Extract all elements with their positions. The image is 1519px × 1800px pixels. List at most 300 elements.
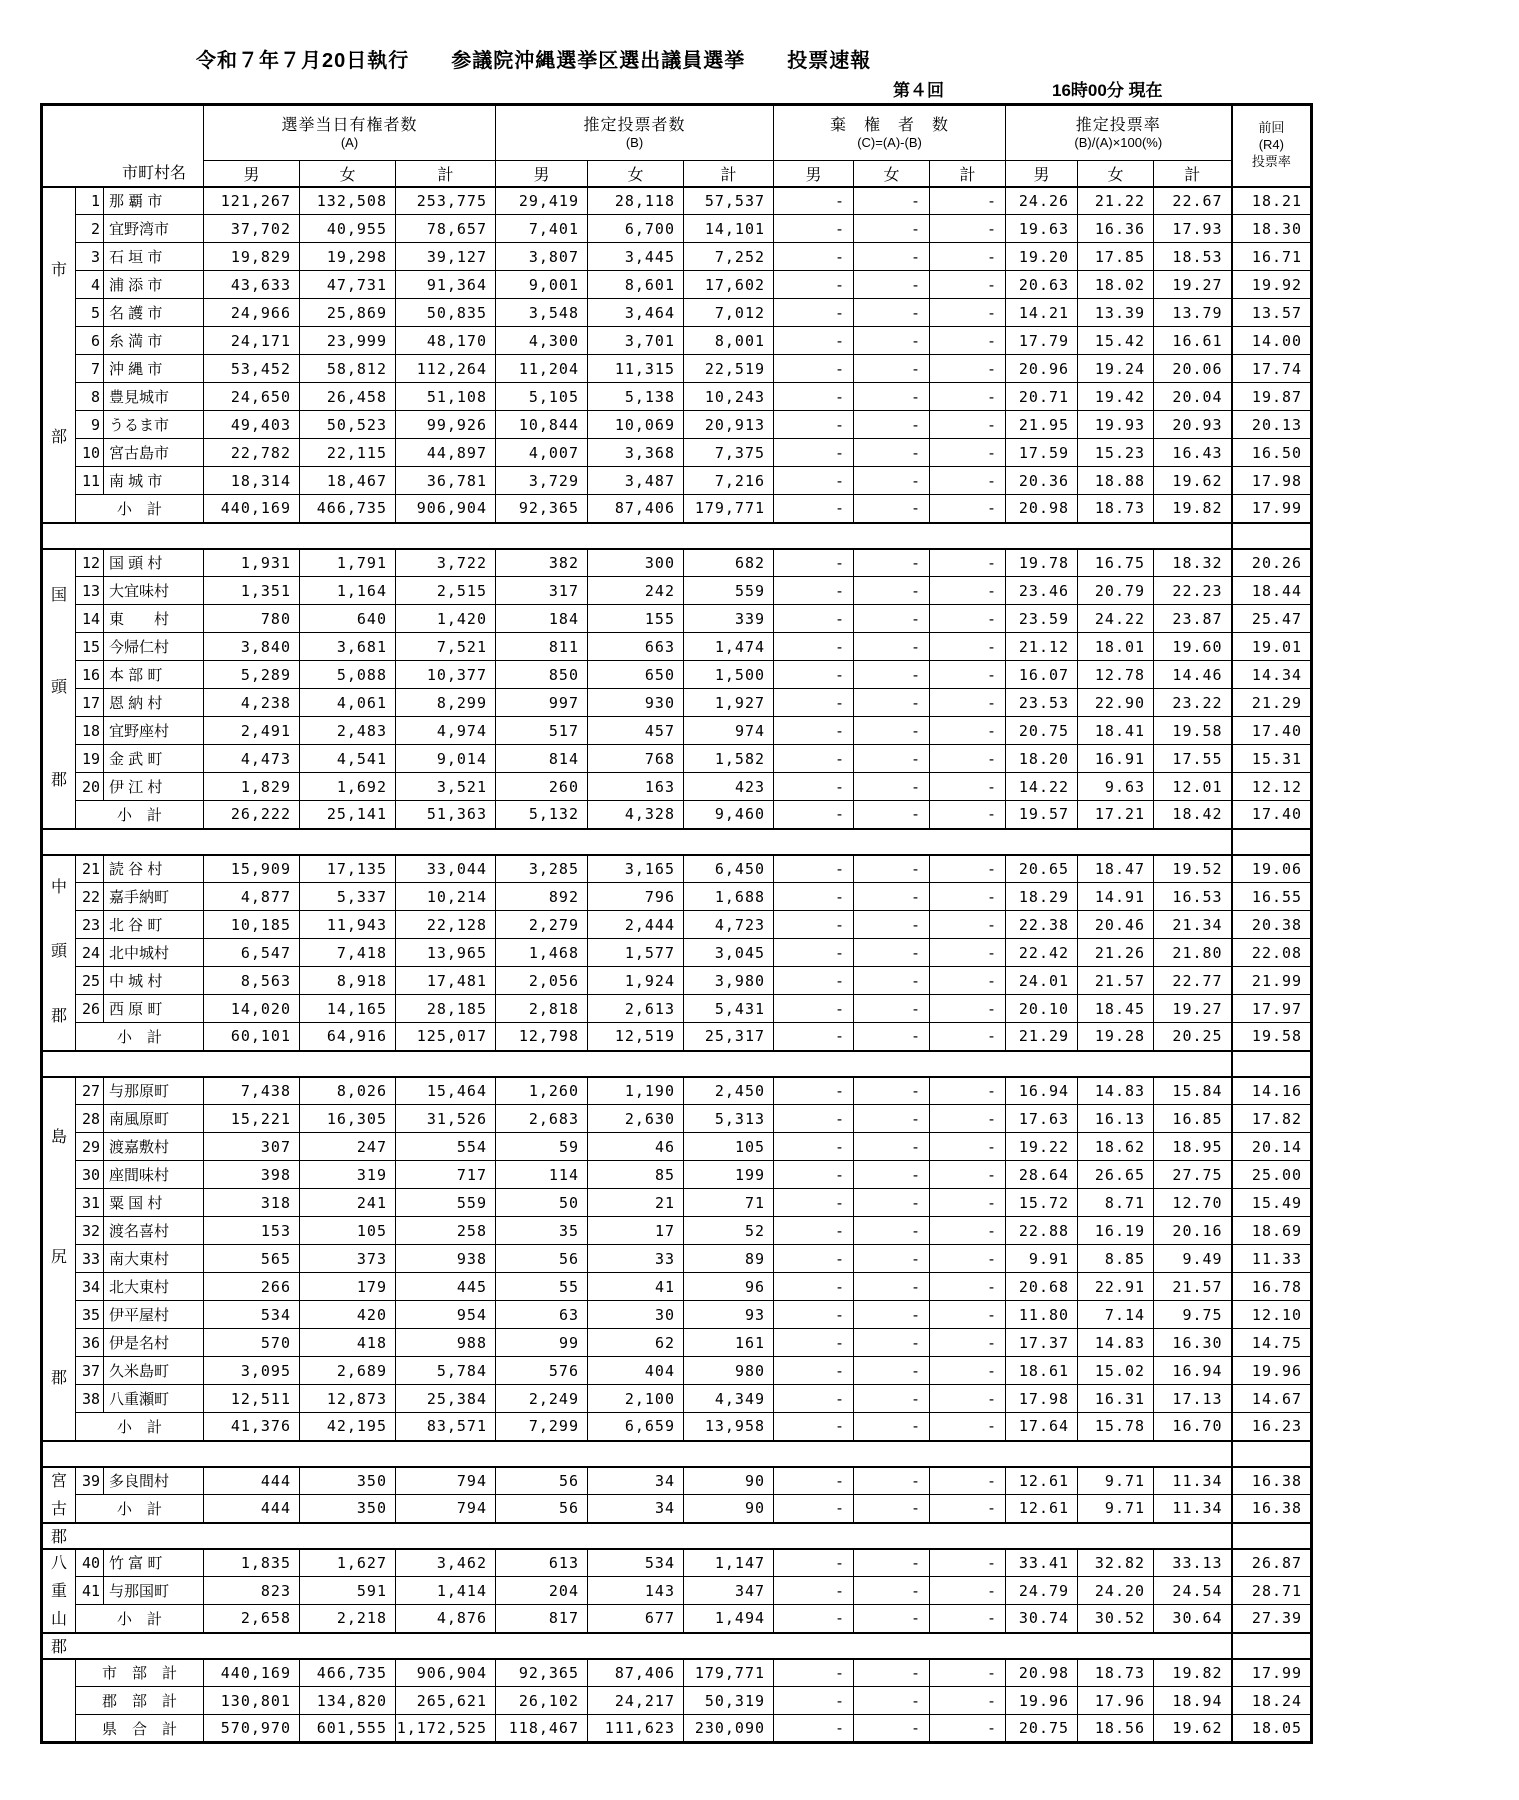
turnout-female-cell: 15.42 (1078, 327, 1154, 355)
row-number-cell: 16 (76, 661, 104, 689)
table-row (42, 1357, 1312, 1385)
electors-female-cell: 601,555 (300, 1715, 396, 1743)
voters-total-cell: 161 (684, 1329, 774, 1357)
turnout-male-cell: 20.63 (1006, 271, 1078, 299)
electors-female-cell: 26,458 (300, 383, 396, 411)
voters-total-cell: 1,688 (684, 883, 774, 911)
electors-male-cell: 14,020 (204, 995, 300, 1023)
electors-header (204, 105, 496, 161)
electors-total-cell: 39,127 (396, 243, 496, 271)
abstainers-total-header: 計 (930, 161, 1006, 187)
electors-female-cell: 2,218 (300, 1605, 396, 1633)
voters-total-cell: 1,927 (684, 689, 774, 717)
previous-turnout-cell: 16.38 (1232, 1467, 1312, 1495)
municipality-name-cell: 読 谷 村 (104, 855, 204, 883)
voters-male-cell: 9,001 (496, 271, 588, 299)
municipality-name-cell: 国 頭 村 (104, 549, 204, 577)
electors-total-cell: 1,420 (396, 605, 496, 633)
table-row (42, 1467, 1312, 1495)
voters-female-cell: 34 (588, 1495, 684, 1523)
electors-female-cell: 22,115 (300, 439, 396, 467)
table-row (42, 1133, 1312, 1161)
spacer-prev-cell (1232, 1523, 1312, 1549)
previous-turnout-cell: 17.74 (1232, 355, 1312, 383)
voters-female-cell: 3,487 (588, 467, 684, 495)
turnout-total-cell: 18.32 (1154, 549, 1232, 577)
municipality-name-cell: 多良間村 (104, 1467, 204, 1495)
electors-total-cell: 3,521 (396, 773, 496, 801)
electors-female-cell: 105 (300, 1217, 396, 1245)
abstainers-male-cell: - (774, 1413, 854, 1441)
turnout-male-cell: 14.21 (1006, 299, 1078, 327)
abstainers-female-cell: - (854, 1217, 930, 1245)
header-sex-row (42, 161, 1312, 187)
abstainers-total-cell: - (930, 1495, 1006, 1523)
voters-total-cell: 1,147 (684, 1549, 774, 1577)
row-number-cell: 17 (76, 689, 104, 717)
electors-male-cell: 8,563 (204, 967, 300, 995)
abstainers-total-cell: - (930, 215, 1006, 243)
electors-header-sub: (A) (340, 134, 359, 150)
municipality-name-cell: 浦 添 市 (104, 271, 204, 299)
turnout-total-header: 計 (1154, 161, 1232, 187)
abstainers-total-cell: - (930, 1467, 1006, 1495)
abstainers-total-cell: - (930, 745, 1006, 773)
voters-male-cell: 99 (496, 1329, 588, 1357)
previous-turnout-cell: 17.40 (1232, 717, 1312, 745)
turnout-female-cell: 16.31 (1078, 1385, 1154, 1413)
voters-male-cell: 204 (496, 1577, 588, 1605)
municipality-name-cell: 大宜味村 (104, 577, 204, 605)
group-label-vertical: 国 頭 郡 (50, 586, 67, 790)
turnout-male-cell: 20.98 (1006, 495, 1078, 523)
municipality-name-cell: 糸 満 市 (104, 327, 204, 355)
voters-male-cell: 5,105 (496, 383, 588, 411)
electors-total-cell: 265,621 (396, 1687, 496, 1715)
previous-turnout-cell: 15.31 (1232, 745, 1312, 773)
turnout-female-cell: 18.45 (1078, 995, 1154, 1023)
abstainers-male-header: 男 (774, 161, 854, 187)
electors-female-cell: 12,873 (300, 1385, 396, 1413)
turnout-header (1006, 105, 1232, 161)
electors-total-cell: 253,775 (396, 187, 496, 215)
voters-total-cell: 71 (684, 1189, 774, 1217)
table-row (42, 383, 1312, 411)
municipality-name-cell: 与那原町 (104, 1077, 204, 1105)
turnout-total-cell: 21.80 (1154, 939, 1232, 967)
voters-total-cell: 559 (684, 577, 774, 605)
municipality-name-cell: 東 村 (104, 605, 204, 633)
turnout-total-cell: 19.58 (1154, 717, 1232, 745)
row-number-cell: 38 (76, 1385, 104, 1413)
abstainers-female-cell: - (854, 605, 930, 633)
turnout-female-cell: 18.73 (1078, 1659, 1154, 1687)
voters-female-cell: 2,100 (588, 1385, 684, 1413)
abstainers-male-cell: - (774, 383, 854, 411)
electors-female-cell: 350 (300, 1467, 396, 1495)
electors-total-cell: 15,464 (396, 1077, 496, 1105)
turnout-total-cell: 30.64 (1154, 1605, 1232, 1633)
table-row (42, 299, 1312, 327)
electors-female-cell: 319 (300, 1161, 396, 1189)
turnout-female-cell: 19.28 (1078, 1023, 1154, 1051)
abstainers-total-cell: - (930, 661, 1006, 689)
voters-total-cell: 7,375 (684, 439, 774, 467)
electors-total-cell: 17,481 (396, 967, 496, 995)
abstainers-female-cell: - (854, 745, 930, 773)
voters-male-cell: 613 (496, 1549, 588, 1577)
abstainers-total-cell: - (930, 911, 1006, 939)
abstainers-total-cell: - (930, 717, 1006, 745)
electors-female-cell: 42,195 (300, 1413, 396, 1441)
previous-header-line3: 投票率 (1251, 154, 1291, 170)
electors-male-cell: 398 (204, 1161, 300, 1189)
voters-total-cell: 6,450 (684, 855, 774, 883)
turnout-total-cell: 20.16 (1154, 1217, 1232, 1245)
voters-male-cell: 59 (496, 1133, 588, 1161)
voters-female-cell: 163 (588, 773, 684, 801)
turnout-total-cell: 22.67 (1154, 187, 1232, 215)
abstainers-male-cell: - (774, 967, 854, 995)
electors-female-cell: 5,337 (300, 883, 396, 911)
group-label-cell (42, 1467, 76, 1546)
turnout-male-cell: 18.61 (1006, 1357, 1078, 1385)
turnout-total-cell: 12.01 (1154, 773, 1232, 801)
previous-turnout-cell: 21.99 (1232, 967, 1312, 995)
turnout-total-cell: 16.43 (1154, 439, 1232, 467)
voters-female-cell: 21 (588, 1189, 684, 1217)
electors-total-cell: 4,974 (396, 717, 496, 745)
electors-male-cell: 15,221 (204, 1105, 300, 1133)
turnout-male-cell: 17.63 (1006, 1105, 1078, 1133)
previous-turnout-cell: 16.55 (1232, 883, 1312, 911)
turnout-male-cell: 16.94 (1006, 1077, 1078, 1105)
electors-male-cell: 53,452 (204, 355, 300, 383)
voters-female-cell: 650 (588, 661, 684, 689)
turnout-female-cell: 22.90 (1078, 689, 1154, 717)
table-row (42, 1301, 1312, 1329)
turnout-total-cell: 19.62 (1154, 467, 1232, 495)
municipality-name-cell: 小 計 (76, 495, 204, 523)
abstainers-total-cell: - (930, 243, 1006, 271)
abstainers-female-cell: - (854, 1273, 930, 1301)
voters-male-cell: 35 (496, 1217, 588, 1245)
table-row (42, 773, 1312, 801)
abstainers-male-cell: - (774, 1245, 854, 1273)
previous-turnout-cell: 18.30 (1232, 215, 1312, 243)
electors-female-cell: 8,918 (300, 967, 396, 995)
turnout-female-cell: 14.83 (1078, 1077, 1154, 1105)
abstainers-female-cell: - (854, 995, 930, 1023)
voters-total-cell: 7,216 (684, 467, 774, 495)
row-number-cell: 3 (76, 243, 104, 271)
voters-female-cell: 1,577 (588, 939, 684, 967)
abstainers-female-cell: - (854, 855, 930, 883)
voters-male-cell: 10,844 (496, 411, 588, 439)
turnout-male-cell: 22.38 (1006, 911, 1078, 939)
turnout-total-cell: 17.93 (1154, 215, 1232, 243)
abstainers-female-cell: - (854, 689, 930, 717)
abstainers-male-cell: - (774, 1385, 854, 1413)
turnout-total-cell: 15.84 (1154, 1077, 1232, 1105)
electors-male-cell: 49,403 (204, 411, 300, 439)
table-row (42, 605, 1312, 633)
turnout-female-cell: 18.47 (1078, 855, 1154, 883)
electors-male-cell: 121,267 (204, 187, 300, 215)
previous-turnout-cell: 17.99 (1232, 495, 1312, 523)
voters-female-cell: 930 (588, 689, 684, 717)
table-row (42, 577, 1312, 605)
electors-male-cell: 10,185 (204, 911, 300, 939)
voters-female-cell: 46 (588, 1133, 684, 1161)
electors-male-cell: 780 (204, 605, 300, 633)
turnout-male-cell: 20.36 (1006, 467, 1078, 495)
turnout-female-cell: 24.20 (1078, 1577, 1154, 1605)
abstainers-male-cell: - (774, 1077, 854, 1105)
voters-female-cell: 3,445 (588, 243, 684, 271)
row-number-cell: 37 (76, 1357, 104, 1385)
voters-male-cell: 92,365 (496, 1659, 588, 1687)
voters-female-cell: 10,069 (588, 411, 684, 439)
voters-female-cell: 30 (588, 1301, 684, 1329)
municipality-name-cell: 久米島町 (104, 1357, 204, 1385)
turnout-male-cell: 15.72 (1006, 1189, 1078, 1217)
voters-male-cell: 3,548 (496, 299, 588, 327)
voters-female-cell: 663 (588, 633, 684, 661)
municipality-header: 市町村名 (42, 105, 204, 187)
group-label-vertical: 島 尻 郡 (50, 1128, 67, 1388)
turnout-total-cell: 16.53 (1154, 883, 1232, 911)
voters-male-cell: 260 (496, 773, 588, 801)
municipality-name-cell: 渡名喜村 (104, 1217, 204, 1245)
row-number-cell: 35 (76, 1301, 104, 1329)
subtotal-row (42, 1023, 1312, 1051)
voters-female-cell: 457 (588, 717, 684, 745)
electors-male-cell: 15,909 (204, 855, 300, 883)
turnout-male-cell: 19.22 (1006, 1133, 1078, 1161)
abstainers-total-cell: - (930, 1577, 1006, 1605)
electors-total-cell: 988 (396, 1329, 496, 1357)
row-number-cell: 15 (76, 633, 104, 661)
turnout-male-cell: 18.20 (1006, 745, 1078, 773)
turnout-male-cell: 30.74 (1006, 1605, 1078, 1633)
table-row (42, 243, 1312, 271)
abstainers-total-cell: - (930, 1245, 1006, 1273)
group-label-vertical: 市 部 (50, 262, 67, 446)
voters-total-cell: 7,012 (684, 299, 774, 327)
turnout-male-cell: 19.63 (1006, 215, 1078, 243)
previous-turnout-cell: 18.21 (1232, 187, 1312, 215)
voters-female-cell: 87,406 (588, 495, 684, 523)
turnout-female-cell: 20.79 (1078, 577, 1154, 605)
row-number-cell: 27 (76, 1077, 104, 1105)
turnout-total-cell: 24.54 (1154, 1577, 1232, 1605)
abstainers-male-cell: - (774, 773, 854, 801)
voters-male-cell: 11,204 (496, 355, 588, 383)
electors-male-cell: 444 (204, 1467, 300, 1495)
turnout-total-cell: 14.46 (1154, 661, 1232, 689)
electors-male-cell: 18,314 (204, 467, 300, 495)
electors-male-cell: 3,840 (204, 633, 300, 661)
turnout-male-cell: 12.61 (1006, 1495, 1078, 1523)
turnout-total-cell: 16.70 (1154, 1413, 1232, 1441)
table-row (42, 355, 1312, 383)
electors-female-cell: 134,820 (300, 1687, 396, 1715)
electors-male-cell: 7,438 (204, 1077, 300, 1105)
table-row (42, 1329, 1312, 1357)
voters-male-cell: 2,249 (496, 1385, 588, 1413)
turnout-total-cell: 16.94 (1154, 1357, 1232, 1385)
electors-male-cell: 565 (204, 1245, 300, 1273)
voters-total-cell: 93 (684, 1301, 774, 1329)
previous-turnout-cell: 22.08 (1232, 939, 1312, 967)
voters-female-cell: 11,315 (588, 355, 684, 383)
turnout-total-cell: 12.70 (1154, 1189, 1232, 1217)
electors-male-cell: 26,222 (204, 801, 300, 829)
table-row (42, 633, 1312, 661)
row-number-cell: 41 (76, 1577, 104, 1605)
turnout-male-cell: 20.75 (1006, 717, 1078, 745)
voters-female-cell: 87,406 (588, 1659, 684, 1687)
turnout-total-cell: 18.95 (1154, 1133, 1232, 1161)
turnout-total-cell: 18.94 (1154, 1687, 1232, 1715)
municipality-name-cell: 伊平屋村 (104, 1301, 204, 1329)
voters-male-cell: 4,007 (496, 439, 588, 467)
electors-total-cell: 33,044 (396, 855, 496, 883)
electors-female-cell: 179 (300, 1273, 396, 1301)
electors-female-cell: 466,735 (300, 495, 396, 523)
turnout-total-cell: 20.04 (1154, 383, 1232, 411)
municipality-name-cell: 今帰仁村 (104, 633, 204, 661)
abstainers-total-cell: - (930, 939, 1006, 967)
abstainers-male-cell: - (774, 549, 854, 577)
previous-turnout-cell: 11.33 (1232, 1245, 1312, 1273)
previous-turnout-cell: 17.99 (1232, 1659, 1312, 1687)
electors-female-cell: 1,627 (300, 1549, 396, 1577)
table-row (42, 271, 1312, 299)
abstainers-total-cell: - (930, 271, 1006, 299)
turnout-female-cell: 18.56 (1078, 1715, 1154, 1743)
electors-female-cell: 247 (300, 1133, 396, 1161)
electors-total-cell: 717 (396, 1161, 496, 1189)
voters-female-cell: 534 (588, 1549, 684, 1577)
previous-turnout-cell: 19.58 (1232, 1023, 1312, 1051)
previous-turnout-cell: 20.38 (1232, 911, 1312, 939)
abstainers-male-cell: - (774, 1217, 854, 1245)
table-row (42, 1245, 1312, 1273)
section-spacer-row (42, 1441, 1312, 1467)
electors-male-cell: 2,491 (204, 717, 300, 745)
municipality-name-cell: 宮古島市 (104, 439, 204, 467)
voters-female-header: 女 (588, 161, 684, 187)
previous-turnout-cell: 19.01 (1232, 633, 1312, 661)
row-number-cell: 7 (76, 355, 104, 383)
spacer-prev-cell (1232, 523, 1312, 549)
voters-male-cell: 118,467 (496, 1715, 588, 1743)
electors-female-header: 女 (300, 161, 396, 187)
electors-male-cell: 823 (204, 1577, 300, 1605)
electors-female-cell: 8,026 (300, 1077, 396, 1105)
previous-turnout-cell: 16.78 (1232, 1273, 1312, 1301)
electors-male-cell: 266 (204, 1273, 300, 1301)
voters-total-cell: 3,045 (684, 939, 774, 967)
turnout-total-cell: 27.75 (1154, 1161, 1232, 1189)
voters-total-cell: 1,500 (684, 661, 774, 689)
table-row (42, 717, 1312, 745)
abstainers-male-cell: - (774, 215, 854, 243)
electors-total-cell: 78,657 (396, 215, 496, 243)
abstainers-total-cell: - (930, 1413, 1006, 1441)
electors-female-cell: 591 (300, 1577, 396, 1605)
electors-total-cell: 794 (396, 1495, 496, 1523)
abstainers-total-cell: - (930, 967, 1006, 995)
voters-male-cell: 56 (496, 1467, 588, 1495)
electors-male-cell: 6,547 (204, 939, 300, 967)
row-number-cell: 10 (76, 439, 104, 467)
row-number-cell: 28 (76, 1105, 104, 1133)
previous-turnout-cell: 20.26 (1232, 549, 1312, 577)
turnout-male-cell: 20.65 (1006, 855, 1078, 883)
turnout-male-cell: 23.59 (1006, 605, 1078, 633)
table-row (42, 1161, 1312, 1189)
subtotal-row (42, 801, 1312, 829)
row-number-cell: 2 (76, 215, 104, 243)
row-number-cell: 21 (76, 855, 104, 883)
row-number-cell: 1 (76, 187, 104, 215)
electors-male-cell: 440,169 (204, 495, 300, 523)
abstainers-total-cell: - (930, 577, 1006, 605)
section-spacer-row (42, 1523, 1312, 1549)
abstainers-header (774, 105, 1006, 161)
abstainers-male-cell: - (774, 1273, 854, 1301)
electors-female-cell: 25,869 (300, 299, 396, 327)
previous-turnout-header (1232, 105, 1312, 187)
municipality-name-cell: 小 計 (76, 801, 204, 829)
abstainers-male-cell: - (774, 1495, 854, 1523)
turnout-total-cell: 20.25 (1154, 1023, 1232, 1051)
municipality-name-cell: 伊 江 村 (104, 773, 204, 801)
abstainers-female-cell: - (854, 1605, 930, 1633)
abstainers-male-cell: - (774, 661, 854, 689)
municipality-name-cell: 県 合 計 (76, 1715, 204, 1743)
turnout-total-cell: 18.53 (1154, 243, 1232, 271)
previous-turnout-cell: 14.75 (1232, 1329, 1312, 1357)
turnout-female-cell: 9.63 (1078, 773, 1154, 801)
turnout-male-cell: 20.10 (1006, 995, 1078, 1023)
previous-turnout-cell: 14.16 (1232, 1077, 1312, 1105)
abstainers-total-cell: - (930, 801, 1006, 829)
turnout-female-cell: 16.75 (1078, 549, 1154, 577)
voters-total-cell: 179,771 (684, 495, 774, 523)
voters-total-cell: 682 (684, 549, 774, 577)
voters-female-cell: 3,464 (588, 299, 684, 327)
abstainers-male-cell: - (774, 1133, 854, 1161)
abstainers-female-cell: - (854, 411, 930, 439)
voters-header (496, 105, 774, 161)
voters-male-cell: 382 (496, 549, 588, 577)
electors-male-cell: 37,702 (204, 215, 300, 243)
voters-female-cell: 300 (588, 549, 684, 577)
voters-male-cell: 1,260 (496, 1077, 588, 1105)
electors-male-cell: 4,473 (204, 745, 300, 773)
turnout-female-cell: 21.22 (1078, 187, 1154, 215)
voters-male-cell: 12,798 (496, 1023, 588, 1051)
abstainers-total-cell: - (930, 1217, 1006, 1245)
abstainers-female-cell: - (854, 1687, 930, 1715)
row-number-cell: 24 (76, 939, 104, 967)
group-label-vertical (43, 1660, 75, 1742)
abstainers-female-cell: - (854, 1467, 930, 1495)
